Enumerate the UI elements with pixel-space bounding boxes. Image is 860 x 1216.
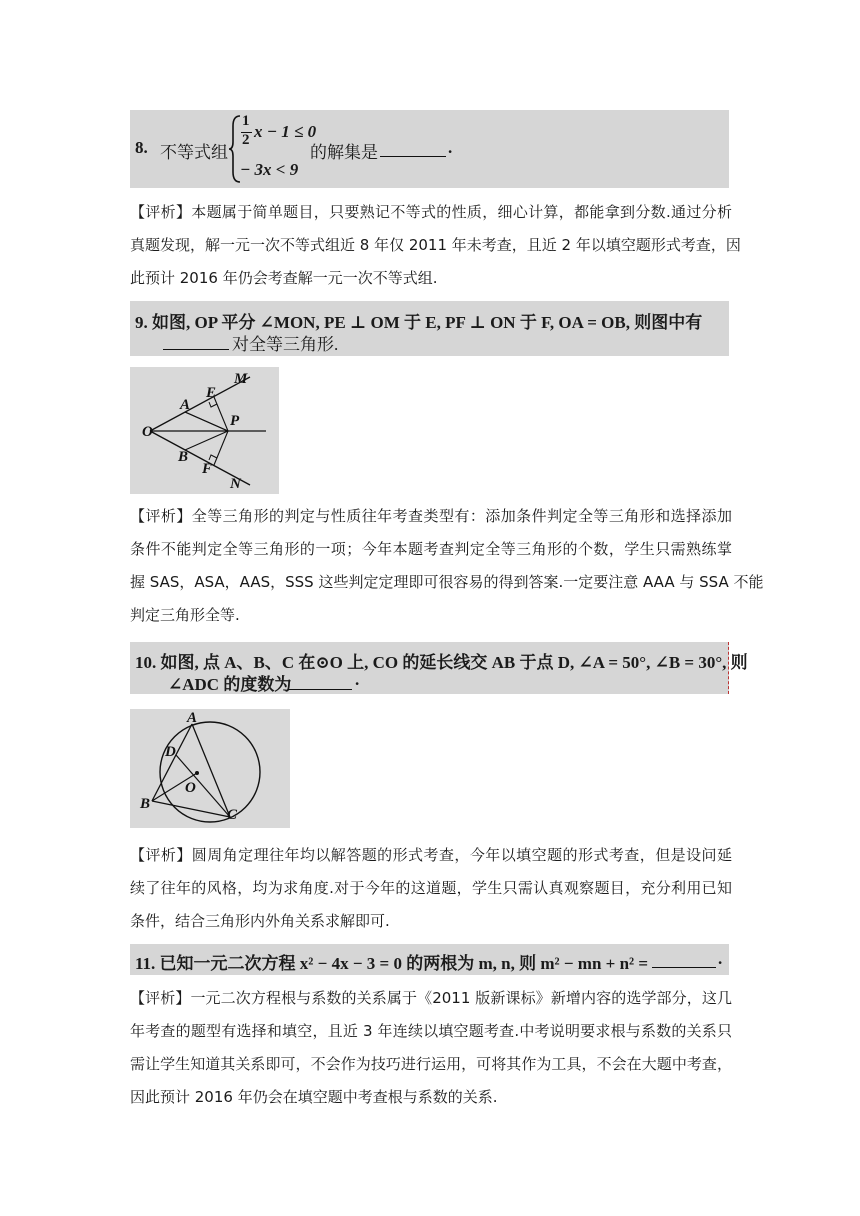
label-D: D bbox=[165, 744, 176, 760]
analysis-10 bbox=[130, 839, 732, 938]
question-8-suffix: 的解集是 bbox=[310, 143, 378, 162]
analysis-10-line: 条件，结合三角形内外角关系求解即可. bbox=[130, 912, 390, 930]
question-9-line-1: 9. 如图, OP 平分 ∠MON, PE ⊥ OM 于 E, PF ⊥ ON 于 F, OA = OB, 则图中有 bbox=[135, 313, 703, 332]
label-B: B bbox=[178, 449, 189, 465]
question-11-end: . bbox=[718, 949, 723, 968]
question-9-line-2: 对全等三角形. bbox=[232, 335, 339, 354]
analysis-8-line: 【评析】本题属于简单题目，只要熟记不等式的性质，细心计算，都能拿到分数.通过分析 bbox=[130, 203, 732, 221]
label-O: O bbox=[185, 780, 196, 796]
analysis-9-line: 判定三角形全等. bbox=[130, 606, 240, 624]
analysis-9-line: 【评析】全等三角形的判定与性质往年考查类型有：添加条件判定全等三角形和选择添加 bbox=[130, 507, 732, 525]
label-N: N bbox=[230, 476, 241, 492]
question-8-box bbox=[130, 110, 729, 188]
analysis-8-line: 此预计 2016 年仍会考查解一元一次不等式组. bbox=[130, 269, 438, 287]
analysis-11-line: 需让学生知道其关系即可，不会作为技巧进行运用，可将其作为工具，不会在大题中考查， bbox=[130, 1055, 732, 1073]
analysis-9-line: 握 SAS，ASA，AAS，SSS 这些判定定理即可很容易的得到答案.一定要注意 AAA 与 SSA 不能 bbox=[130, 573, 764, 591]
question-11-box bbox=[130, 944, 729, 975]
question-8-number: 8. bbox=[135, 138, 148, 157]
inequality-2: − 3x < 9 bbox=[240, 160, 299, 179]
analysis-11-line: 【评析】一元二次方程根与系数的关系属于《2011 版新课标》新增内容的选学部分，这几 bbox=[130, 989, 732, 1007]
inequality-1-fraction-denominator: 2 bbox=[242, 132, 250, 148]
answer-blank-9[interactable] bbox=[163, 335, 229, 350]
label-O: O bbox=[142, 424, 153, 440]
analysis-11-line: 因此预计 2016 年仍会在填空题中考查根与系数的关系. bbox=[130, 1088, 498, 1106]
label-B: B bbox=[140, 796, 151, 812]
question-8-end: . bbox=[448, 138, 453, 157]
inequality-1-fraction-numerator: 1 bbox=[242, 113, 250, 129]
analysis-11-line: 年考查的题型有选择和填空，且近 3 年连续以填空题考查.中考说明要求根与系数的关系只 bbox=[130, 1022, 732, 1040]
label-M: M bbox=[234, 371, 248, 387]
figure-9-angle-bisector bbox=[130, 367, 279, 494]
label-P: P bbox=[230, 413, 240, 429]
question-11-text: 11. 已知一元二次方程 x² − 4x − 3 = 0 的两根为 m, n, 则 m² − mn + n² = bbox=[135, 954, 649, 973]
analysis-10-line: 续了往年的风格，均为求角度.对于今年的这道题，学生只需认真观察题目，充分利用已知 bbox=[130, 879, 732, 897]
question-10-line-2: ∠ADC 的度数为 bbox=[168, 675, 292, 694]
analysis-9 bbox=[130, 500, 764, 632]
label-A: A bbox=[180, 397, 191, 413]
question-10-line-1: 10. 如图, 点 A、B、C 在⊙O 上, CO 的延长线交 AB 于点 D, ∠A = 50°, ∠B = 30°, 则 bbox=[135, 653, 748, 672]
label-F: F bbox=[202, 461, 213, 477]
question-10-end: . bbox=[355, 670, 360, 689]
label-A: A bbox=[187, 710, 198, 726]
analysis-8 bbox=[130, 196, 741, 295]
question-10-box bbox=[130, 642, 748, 694]
question-9-box bbox=[130, 301, 729, 356]
answer-blank-11[interactable] bbox=[652, 953, 716, 968]
label-C: C bbox=[227, 807, 238, 823]
figure-10-circle bbox=[130, 709, 290, 828]
label-E: E bbox=[206, 385, 217, 401]
inequality-1: x − 1 ≤ 0 bbox=[254, 122, 317, 141]
analysis-10-line: 【评析】圆周角定理往年均以解答题的形式考查，今年以填空题的形式考查，但是设问延 bbox=[130, 846, 732, 864]
analysis-11 bbox=[130, 982, 732, 1114]
question-8-prefix: 不等式组 bbox=[160, 143, 228, 162]
analysis-9-line: 条件不能判定全等三角形的一项；今年本题考查判定全等三角形的个数，学生只需熟练掌 bbox=[130, 540, 732, 558]
answer-blank-10[interactable] bbox=[288, 675, 352, 690]
analysis-8-line: 真题发现，解一元一次不等式组近 8 年仅 2011 年未考查，且近 2 年以填空题形式考查，因 bbox=[130, 236, 741, 254]
answer-blank-8[interactable] bbox=[380, 142, 446, 157]
